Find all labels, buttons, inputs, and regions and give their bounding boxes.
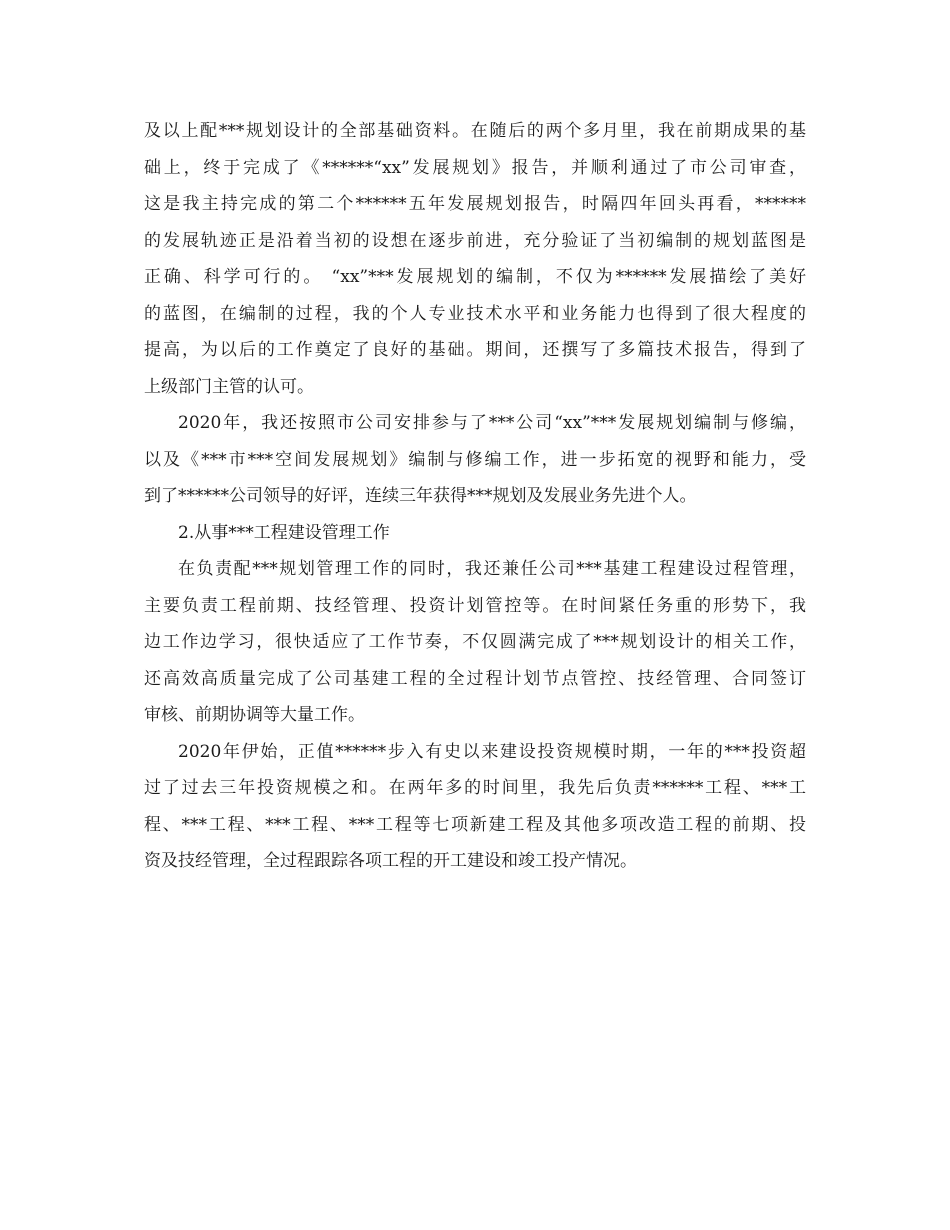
text-line: 及以上配***规划设计的全部基础资料。在随后的两个多月里，我在前期成果的基 bbox=[144, 121, 806, 141]
text-line: 到了******公司领导的好评，连续三年获得***规划及发展业务先进个人。 bbox=[144, 486, 697, 506]
text-line: 主要负责工程前期、技经管理、投资计划管控等。在时间紧任务重的形势下，我 bbox=[144, 595, 806, 616]
text-line: 提高，为以后的工作奠定了良好的基础。期间，还撰写了多篇技术报告，得到了 bbox=[144, 340, 806, 360]
document-body bbox=[144, 113, 806, 880]
text-line: 以及《***市***空间发展规划》编制与修编工作，进一步拓宽的视野和能力，受 bbox=[144, 449, 806, 470]
paragraph-first-line: 在负责配***规划管理工作的同时，我还兼任公司***基建工程建设过程管理， bbox=[178, 559, 806, 579]
text-line: 的发展轨迹正是沿着当初的设想在逐步前进，充分验证了当初编制的规划蓝图是 bbox=[144, 230, 806, 251]
paragraph-first-line: 2020年，我还按照市公司安排参与了***公司“xx”***发展规划编制与修编， bbox=[178, 413, 806, 433]
text-line: 上级部门主管的认可。 bbox=[144, 376, 314, 397]
paragraph-first-line: 2020年伊始，正值******步入有史以来建设投资规模时期，一年的***投资超 bbox=[178, 741, 806, 762]
text-line: 边工作边学习，很快适应了工作节奏，不仅圆满完成了***规划设计的相关工作， bbox=[144, 632, 806, 652]
text-line: 正确、科学可行的。 “xx”***发展规划的编制，不仅为******发展描绘了美好 bbox=[144, 267, 806, 287]
text-line: 的蓝图，在编制的过程，我的个人专业技术水平和业务能力也得到了很大程度的 bbox=[144, 303, 806, 324]
section-heading: 2.从事***工程建设管理工作 bbox=[178, 522, 390, 543]
text-line: 还高效高质量完成了公司基建工程的全过程计划节点管控、技经管理、合同签订 bbox=[144, 668, 806, 689]
text-line: 过了过去三年投资规模之和。在两年多的时间里，我先后负责******工程、***工 bbox=[144, 778, 806, 798]
text-line: 资及技经管理，全过程跟踪各项工程的开工建设和竣工投产情况。 bbox=[144, 851, 637, 871]
text-line: 审核、前期协调等大量工作。 bbox=[144, 705, 365, 725]
text-line: 这是我主持完成的第二个******五年发展规划报告，时隔四年回头再看，****** bbox=[144, 194, 806, 214]
text-line: 础上，终于完成了《******“xx”发展规划》报告，并顺利通过了市公司审查， bbox=[144, 157, 806, 178]
text-line: 程、***工程、***工程、***工程等七项新建工程及其他多项改造工程的前期、投 bbox=[144, 814, 806, 835]
